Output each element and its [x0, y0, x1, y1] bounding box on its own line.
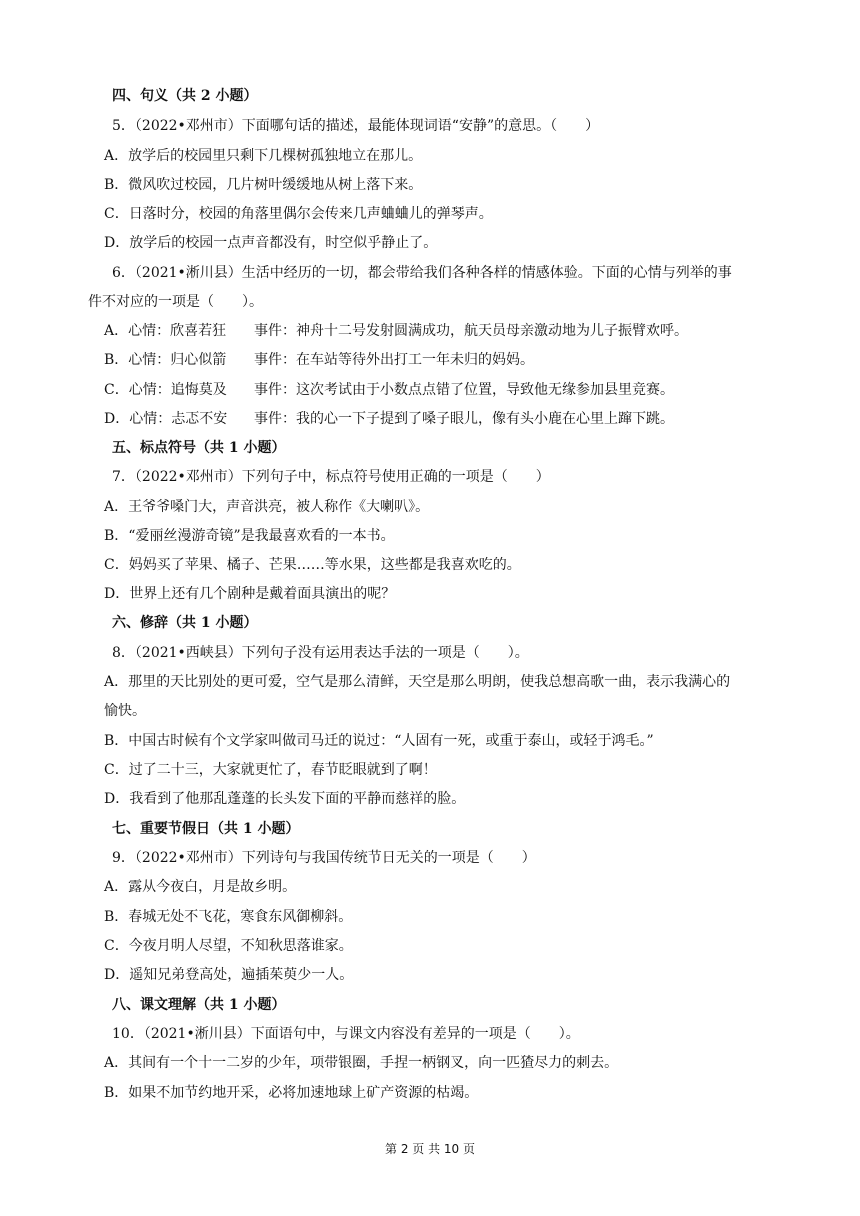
- question-5-option-d: D．放学后的校园一点声音都没有，时空似乎静止了。: [104, 235, 438, 251]
- question-8-stem: 8．（2021•西峡县）下列句子没有运用表达手法的一项是（ ）。: [112, 645, 529, 661]
- question-6-stem-line-2: 件不对应的一项是（ ）。: [88, 294, 263, 310]
- question-9-option-b: B．春城无处不飞花，寒食东风御柳斜。: [104, 909, 353, 925]
- question-8-option-b: B．中国古时候有个文学家叫做司马迁的说过：“人固有一死，或重于泰山，或轻于鸿毛。”: [104, 733, 654, 749]
- option-event: 事件：我的心一下子提到了嗓子眼儿，像有头小鹿在心里上蹿下跳。: [254, 411, 674, 427]
- question-9-option-a: A．露从今夜白，月是故乡明。: [104, 879, 297, 895]
- section-heading-4: 四、句义（共 2 小题）: [112, 88, 258, 104]
- section-heading-7: 七、重要节假日（共 1 小题）: [112, 821, 300, 837]
- section-heading-8: 八、课文理解（共 1 小题）: [112, 997, 286, 1013]
- option-event: 事件：这次考试由于小数点点错了位置，导致他无缘参加县里竞赛。: [254, 382, 674, 398]
- question-5-option-c: C．日落时分，校园的角落里偶尔会传来几声蛐蛐儿的弹琴声。: [104, 206, 493, 222]
- question-10-option-a: A．其间有一个十一二岁的少年，项带银圈，手捏一柄钢叉，向一匹猹尽力的刺去。: [104, 1055, 619, 1071]
- option-mood: B．心情：归心似箭: [104, 352, 227, 368]
- section-heading-5: 五、标点符号（共 1 小题）: [112, 440, 286, 456]
- question-6-option-c: [104, 380, 780, 400]
- page-number-footer: 第 2 页 共 10 页: [385, 1142, 475, 1156]
- question-5-option-a: A．放学后的校园里只剩下几棵树孤独地立在那儿。: [104, 148, 423, 164]
- question-10-stem: 10．（2021•淅川县）下面语句中，与课文内容没有差异的一项是（ ）。: [112, 1026, 580, 1042]
- question-6-option-b: [104, 350, 780, 370]
- section-heading-6: 六、修辞（共 1 小题）: [112, 615, 258, 631]
- question-6-option-d: [104, 409, 780, 429]
- question-8-option-a-line-1: A．那里的天比别处的更可爱，空气是那么清鲜，天空是那么明朗，使我总想高歌一曲，表示我满心的: [104, 674, 731, 690]
- question-7-stem: 7．（2022•邓州市）下列句子中，标点符号使用正确的一项是（ ）: [112, 469, 550, 485]
- question-6-option-a: [104, 321, 780, 341]
- question-5-stem: 5．（2022•邓州市）下面哪句话的描述，最能体现词语“安静”的意思。（ ）: [112, 118, 600, 134]
- question-6-stem-line-1: 6．（2021•淅川县）生活中经历的一切，都会带给我们各种各样的情感体验。下面的心情与列举的事: [112, 265, 732, 281]
- question-7-option-c: C．妈妈买了苹果、橘子、芒果……等水果，这些都是我喜欢吃的。: [104, 557, 521, 573]
- option-event: 事件：在车站等待外出打工一年未归的妈妈。: [254, 352, 534, 368]
- question-9-option-c: C．今夜月明人尽望，不知秋思落谁家。: [104, 938, 353, 954]
- question-8-option-d: D．我看到了他那乱蓬蓬的长头发下面的平静而慈祥的脸。: [104, 791, 466, 807]
- option-mood: C．心情：追悔莫及: [104, 382, 227, 398]
- question-7-option-a: A．王爷爷嗓门大，声音洪亮，被人称作《大喇叭》。: [104, 499, 430, 515]
- question-5-option-b: B．微风吹过校园，几片树叶缓缓地从树上落下来。: [104, 177, 423, 193]
- question-9-stem: 9．（2022•邓州市）下列诗句与我国传统节日无关的一项是（ ）: [112, 850, 536, 866]
- question-7-option-d: D．世界上还有几个剧种是戴着面具演出的呢？: [104, 586, 396, 602]
- option-event: 事件：神舟十二号发射圆满成功，航天员母亲激动地为儿子振臂欢呼。: [254, 323, 688, 339]
- option-mood: A．心情：欣喜若狂: [104, 323, 227, 339]
- question-7-option-b: B．“爱丽丝漫游奇镜”是我最喜欢看的一本书。: [104, 528, 395, 544]
- question-8-option-c: C．过了二十三，大家就更忙了，春节眨眼就到了啊！: [104, 762, 437, 778]
- option-mood: D．心情：忐忑不安: [104, 411, 228, 427]
- question-8-option-a-line-2: 愉快。: [104, 703, 146, 719]
- question-10-option-b: B．如果不加节约地开采，必将加速地球上矿产资源的枯竭。: [104, 1085, 479, 1101]
- question-9-option-d: D．遥知兄弟登高处，遍插茱萸少一人。: [104, 967, 354, 983]
